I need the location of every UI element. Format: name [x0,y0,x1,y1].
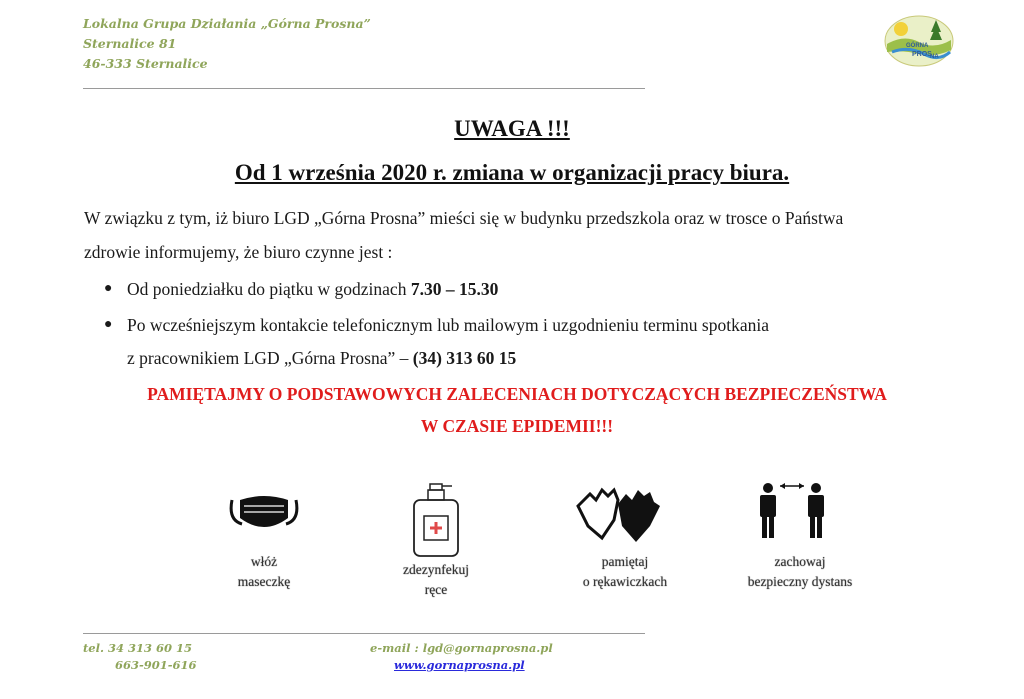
bullet-contact-line-1: Po wcześniejszym kontakcie telefonicznym lub mailowym i uzgodnieniu terminu spotkania [127,315,769,335]
footer-tel: tel. 34 313 60 15 [83,641,193,655]
header-divider [83,88,645,89]
footer-website-link[interactable]: www.gornaprosna.pl [394,658,525,672]
gloves-label-line-2: o rękawiczkach [582,574,668,589]
org-name: Lokalna Grupa Działania „Górna Prosna” [83,16,371,31]
distance-label-line-1: zachowaj [774,554,826,569]
footer-mobile: 663-901-616 [115,658,197,672]
distance-label-line-2: bezpieczny dystans [747,574,853,589]
notice-title: UWAGA !!! [454,116,570,141]
footer-contact [370,640,553,674]
letterhead-address [83,14,371,74]
logo-word1: GÓRNA [906,43,929,49]
org-city: 46-333 Sternalice [83,56,208,71]
bullet-dot-icon: ● [104,281,113,296]
sanitizer-label-line-1: zdezynfekuj [403,562,469,577]
org-street: Sternalice 81 [83,36,177,51]
contact-prefix: z pracownikiem LGD „Górna Prosna” – [127,348,413,368]
sanitizer-label-line-2: ręce [424,582,448,597]
warning-line-2: W CZASIE EPIDEMII!!! [420,416,614,436]
footer-email[interactable]: e-mail : lgd@gornaprosna.pl [370,641,553,655]
sanitizer-icon [408,482,464,558]
gloves-icon [574,486,664,546]
icon-label-mask [214,552,314,592]
distance-icon [756,478,828,542]
mask-label-line-2: maseczkę [237,574,291,589]
icon-label-distance [730,552,870,592]
bullet-hours-prefix: Od poniedziałku do piątku w godzinach [127,279,411,299]
intro-line-1: W związku z tym, iż biuro LGD „Górna Prosna” mieści się w budynku przedszkola oraz w trosce o Państwa [84,208,844,228]
warning-line-1: PAMIĘTAJMY O PODSTAWOWYCH ZALECENIACH DOTYCZĄCYCH BEZPIECZEŃSTWA [147,384,887,404]
footer-phones [83,640,197,674]
bullet-contact-line-2 [127,348,516,368]
gloves-label-line-1: pamiętaj [601,554,649,569]
bullet-dot-icon: ● [104,317,113,332]
logo-word3: NA [930,54,939,60]
office-phone: (34) 313 60 15 [412,348,517,368]
office-hours: 7.30 – 15.30 [410,279,499,299]
mask-icon [228,490,300,536]
notice-subtitle: Od 1 września 2020 r. zmiana w organizacji pracy biura. [234,160,790,185]
mask-label-line-1: włóż [250,554,278,569]
footer-divider [83,633,645,634]
logo-icon [884,14,954,68]
icon-label-sanitizer [366,560,506,600]
bullet-hours [127,279,498,299]
logo-word2: PROS [912,51,932,58]
icon-label-gloves [560,552,690,592]
intro-line-2: zdrowie informujemy, że biuro czynne jest : [84,242,393,262]
